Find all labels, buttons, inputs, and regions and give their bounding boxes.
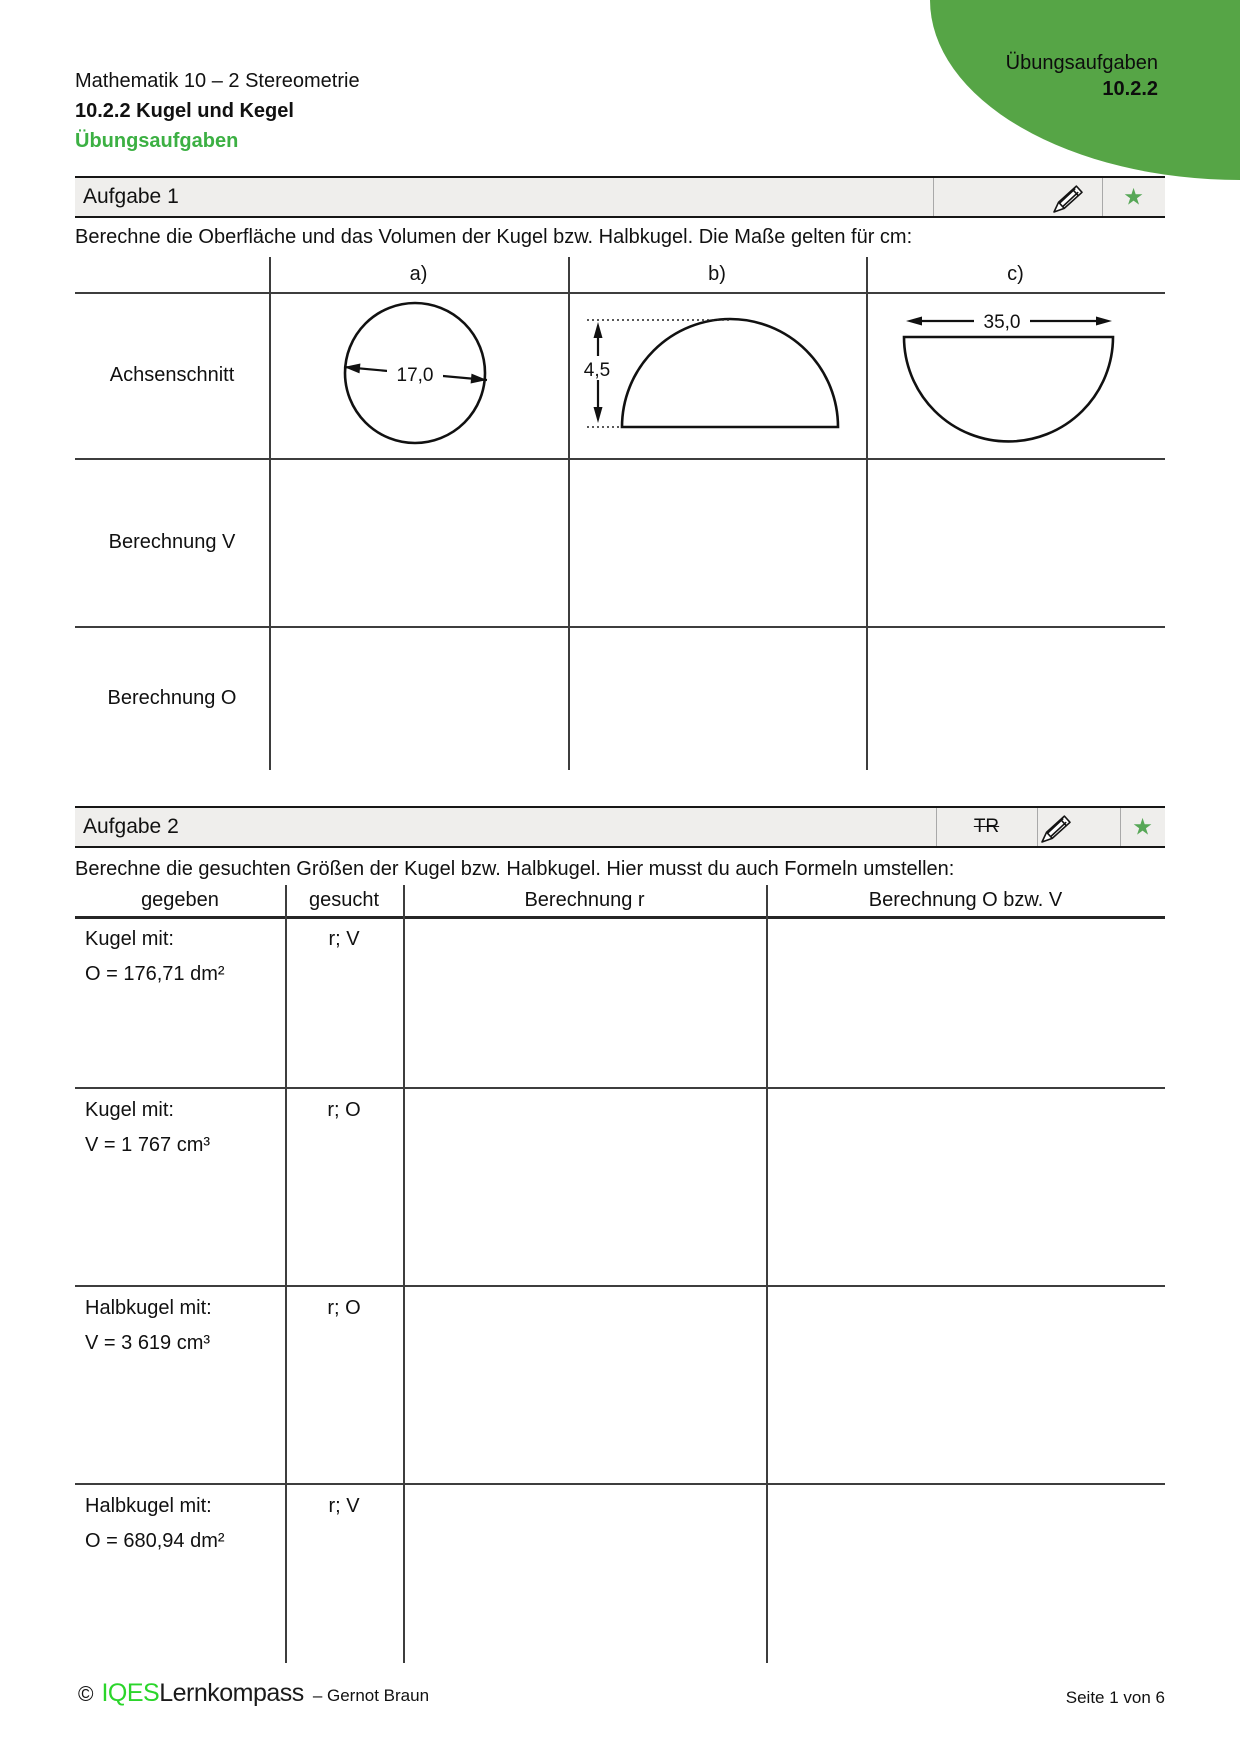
answer-cell-ov-3	[766, 1285, 1165, 1483]
answer-cell-r-4	[403, 1483, 766, 1663]
task1-title: Aufgabe 1	[83, 185, 179, 208]
chapter-title: 10.2.2 Kugel und Kegel	[75, 100, 294, 122]
given-cell	[85, 922, 281, 992]
table-rule	[285, 885, 287, 1663]
answer-cell-o-b	[568, 626, 866, 770]
no-calculator-label: TR	[973, 816, 1000, 837]
diameter-label-c: 35,0	[983, 312, 1021, 333]
sought-cell: r; V	[328, 1495, 360, 1517]
star-icon: ★	[1123, 183, 1144, 210]
diagram-hemisphere-b	[568, 292, 866, 463]
footer-brand	[78, 1679, 429, 1708]
answer-cell-r-1	[403, 916, 766, 1087]
answer-cell-ov-1	[766, 916, 1165, 1087]
sought-cell: r; O	[327, 1297, 361, 1319]
pencil-icon	[1050, 181, 1092, 222]
given-line1: Halbkugel mit:	[85, 1495, 212, 1517]
course-title: Mathematik 10 – 2 Stereometrie	[75, 70, 360, 92]
answer-cell-o-a	[269, 626, 568, 770]
corner-worksheet-type: Übungsaufgaben	[1005, 52, 1158, 74]
given-line2: O = 176,71 dm²	[85, 963, 225, 985]
given-line1: Halbkugel mit:	[85, 1297, 212, 1319]
given-line2: O = 680,94 dm²	[85, 1530, 225, 1552]
row-header-berechnung-o: Berechnung O	[107, 686, 237, 709]
corner-section-number: 10.2.2	[1102, 78, 1158, 100]
answer-cell-ov-2	[766, 1087, 1165, 1285]
corner-decoration	[930, 0, 1240, 180]
answer-cell-v-a	[269, 458, 568, 626]
page-indicator: Seite 1 von 6	[1065, 1688, 1165, 1707]
col-header-c: c)	[1007, 263, 1024, 285]
col-header-berechnung-r: Berechnung r	[524, 889, 645, 911]
col-header-gesucht: gesucht	[308, 889, 380, 911]
given-line2: V = 1 767 cm³	[85, 1134, 211, 1156]
pencil-icon	[1038, 811, 1080, 852]
star-icon: ★	[1132, 813, 1153, 840]
brand-lernkompass: Lernkompass	[159, 1679, 304, 1707]
row-header-achsenschnitt: Achsenschnitt	[109, 363, 235, 386]
brand-iqes: IQES	[101, 1679, 160, 1707]
sought-cell: r; V	[328, 928, 360, 950]
given-line1: Kugel mit:	[85, 1099, 174, 1121]
col-header-berechnung-o-v: Berechnung O bzw. V	[868, 889, 1063, 911]
answer-cell-o-c	[866, 626, 1165, 770]
diagram-hemisphere-c	[866, 292, 1165, 463]
task2-title: Aufgabe 2	[83, 815, 179, 838]
height-label-b: 4,5	[583, 360, 611, 381]
task2-table	[75, 885, 1165, 1663]
diameter-label-a: 17,0	[396, 365, 434, 386]
given-cell	[85, 1489, 281, 1559]
answer-cell-r-3	[403, 1285, 766, 1483]
given-line1: Kugel mit:	[85, 928, 174, 950]
document-header	[75, 66, 360, 156]
task1-table	[75, 257, 1165, 770]
task2-header-bar	[75, 806, 1165, 848]
answer-cell-v-b	[568, 458, 866, 626]
answer-cell-v-c	[866, 458, 1165, 626]
author-name: – Gernot Braun	[312, 1686, 430, 1705]
row-header-berechnung-v: Berechnung V	[108, 530, 236, 553]
sought-cell: r; O	[327, 1099, 361, 1121]
col-header-a: a)	[409, 263, 428, 285]
answer-cell-ov-4	[766, 1483, 1165, 1663]
given-cell	[85, 1093, 281, 1163]
bar-separator	[933, 178, 934, 216]
col-header-gegeben: gegeben	[141, 889, 219, 911]
copyright-icon: ©	[78, 1683, 94, 1706]
task2-instruction: Berechne die gesuchten Größen der Kugel bzw. Halbkugel. Hier musst du auch Formeln umstellen:	[75, 858, 955, 880]
task1-instruction: Berechne die Oberfläche und das Volumen der Kugel bzw. Halbkugel. Die Maße gelten für cm:	[75, 226, 913, 248]
worksheet-type: Übungsaufgaben	[75, 130, 239, 152]
col-header-b: b)	[708, 263, 726, 285]
task1-header-bar	[75, 176, 1165, 218]
given-line2: V = 3 619 cm³	[85, 1332, 211, 1354]
answer-cell-r-2	[403, 1087, 766, 1285]
diagram-sphere-a	[269, 292, 568, 463]
given-cell	[85, 1291, 281, 1361]
